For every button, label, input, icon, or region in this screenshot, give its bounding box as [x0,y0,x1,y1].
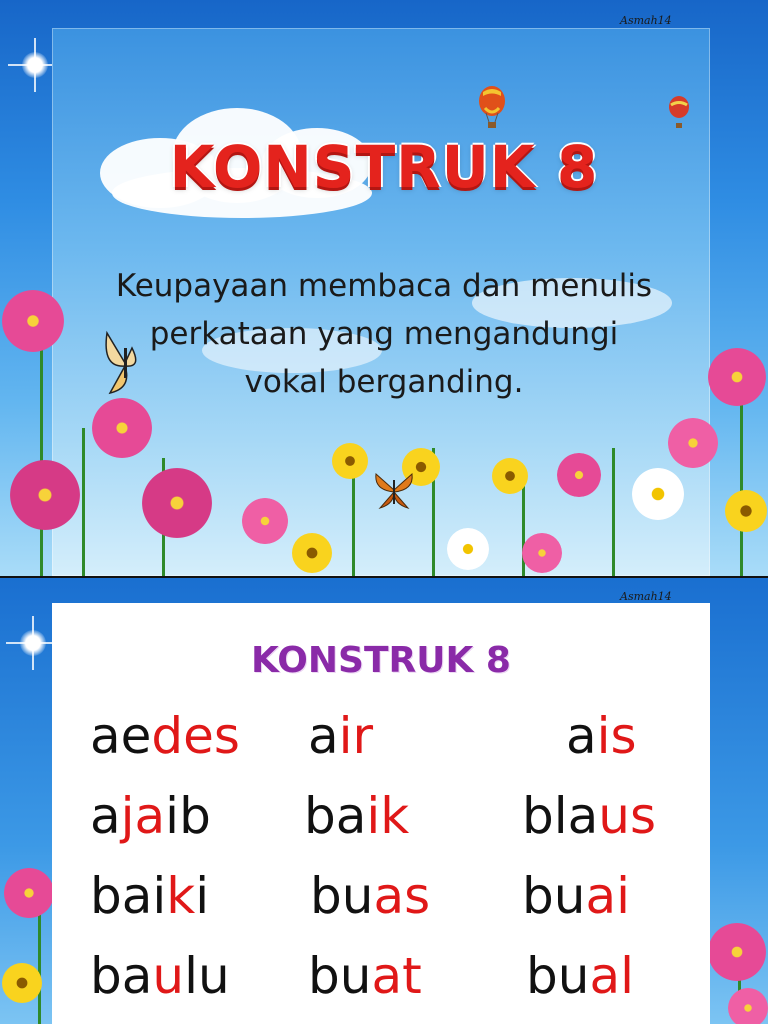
word-item [308,707,373,765]
word-highlight: ja [120,787,166,845]
word-item [566,707,637,765]
word-highlight: ai [585,867,630,925]
word-highlight: us [598,787,657,845]
word-item [90,947,230,1005]
word-highlight: at [371,947,422,1005]
word-item [310,867,430,925]
description-line: perkataan yang mengandungi [149,316,619,352]
word-panel [52,603,710,1024]
word-item [522,867,630,925]
word-part: ba [304,787,367,845]
word-item [308,947,422,1005]
word-part: ae [90,707,152,765]
word-part: bu [310,867,374,925]
word-part: bu [526,947,590,1005]
description [60,262,708,406]
word-highlight: des [151,707,240,765]
word-item [526,947,634,1005]
word-highlight: u [152,947,185,1005]
word-highlight: is [596,707,637,765]
slide-title: KONSTRUK 8 [169,133,599,201]
description-line: Keupayaan membaca dan menulis [115,268,653,304]
word-part: ba [90,947,153,1005]
word-highlight: ir [338,707,374,765]
word-part: bu [308,947,372,1005]
word-part: a [90,787,121,845]
hot-air-balloon-icon [668,96,690,130]
word-item [90,787,211,845]
word-part: a [308,707,339,765]
slide-title: KONSTRUK 8 [251,640,511,681]
word-highlight: as [373,867,431,925]
word-part: ib [165,787,211,845]
word-highlight: ik [366,787,410,845]
butterfly-icon [372,468,416,512]
word-item [522,787,656,845]
author-credit: Asmah14 [620,14,672,27]
word-part: bu [522,867,586,925]
word-part: lu [184,947,230,1005]
slide-2 [0,578,768,1024]
word-item [304,787,409,845]
description-line: vokal berganding. [244,364,524,400]
word-part: bla [522,787,599,845]
word-part: i [195,867,210,925]
hot-air-balloon-icon [477,86,507,130]
word-part: a [566,707,597,765]
word-item [90,707,240,765]
word-highlight: k [166,867,196,925]
author-credit: Asmah14 [620,590,672,603]
word-item [90,867,209,925]
word-highlight: al [589,947,634,1005]
word-part: bai [90,867,167,925]
